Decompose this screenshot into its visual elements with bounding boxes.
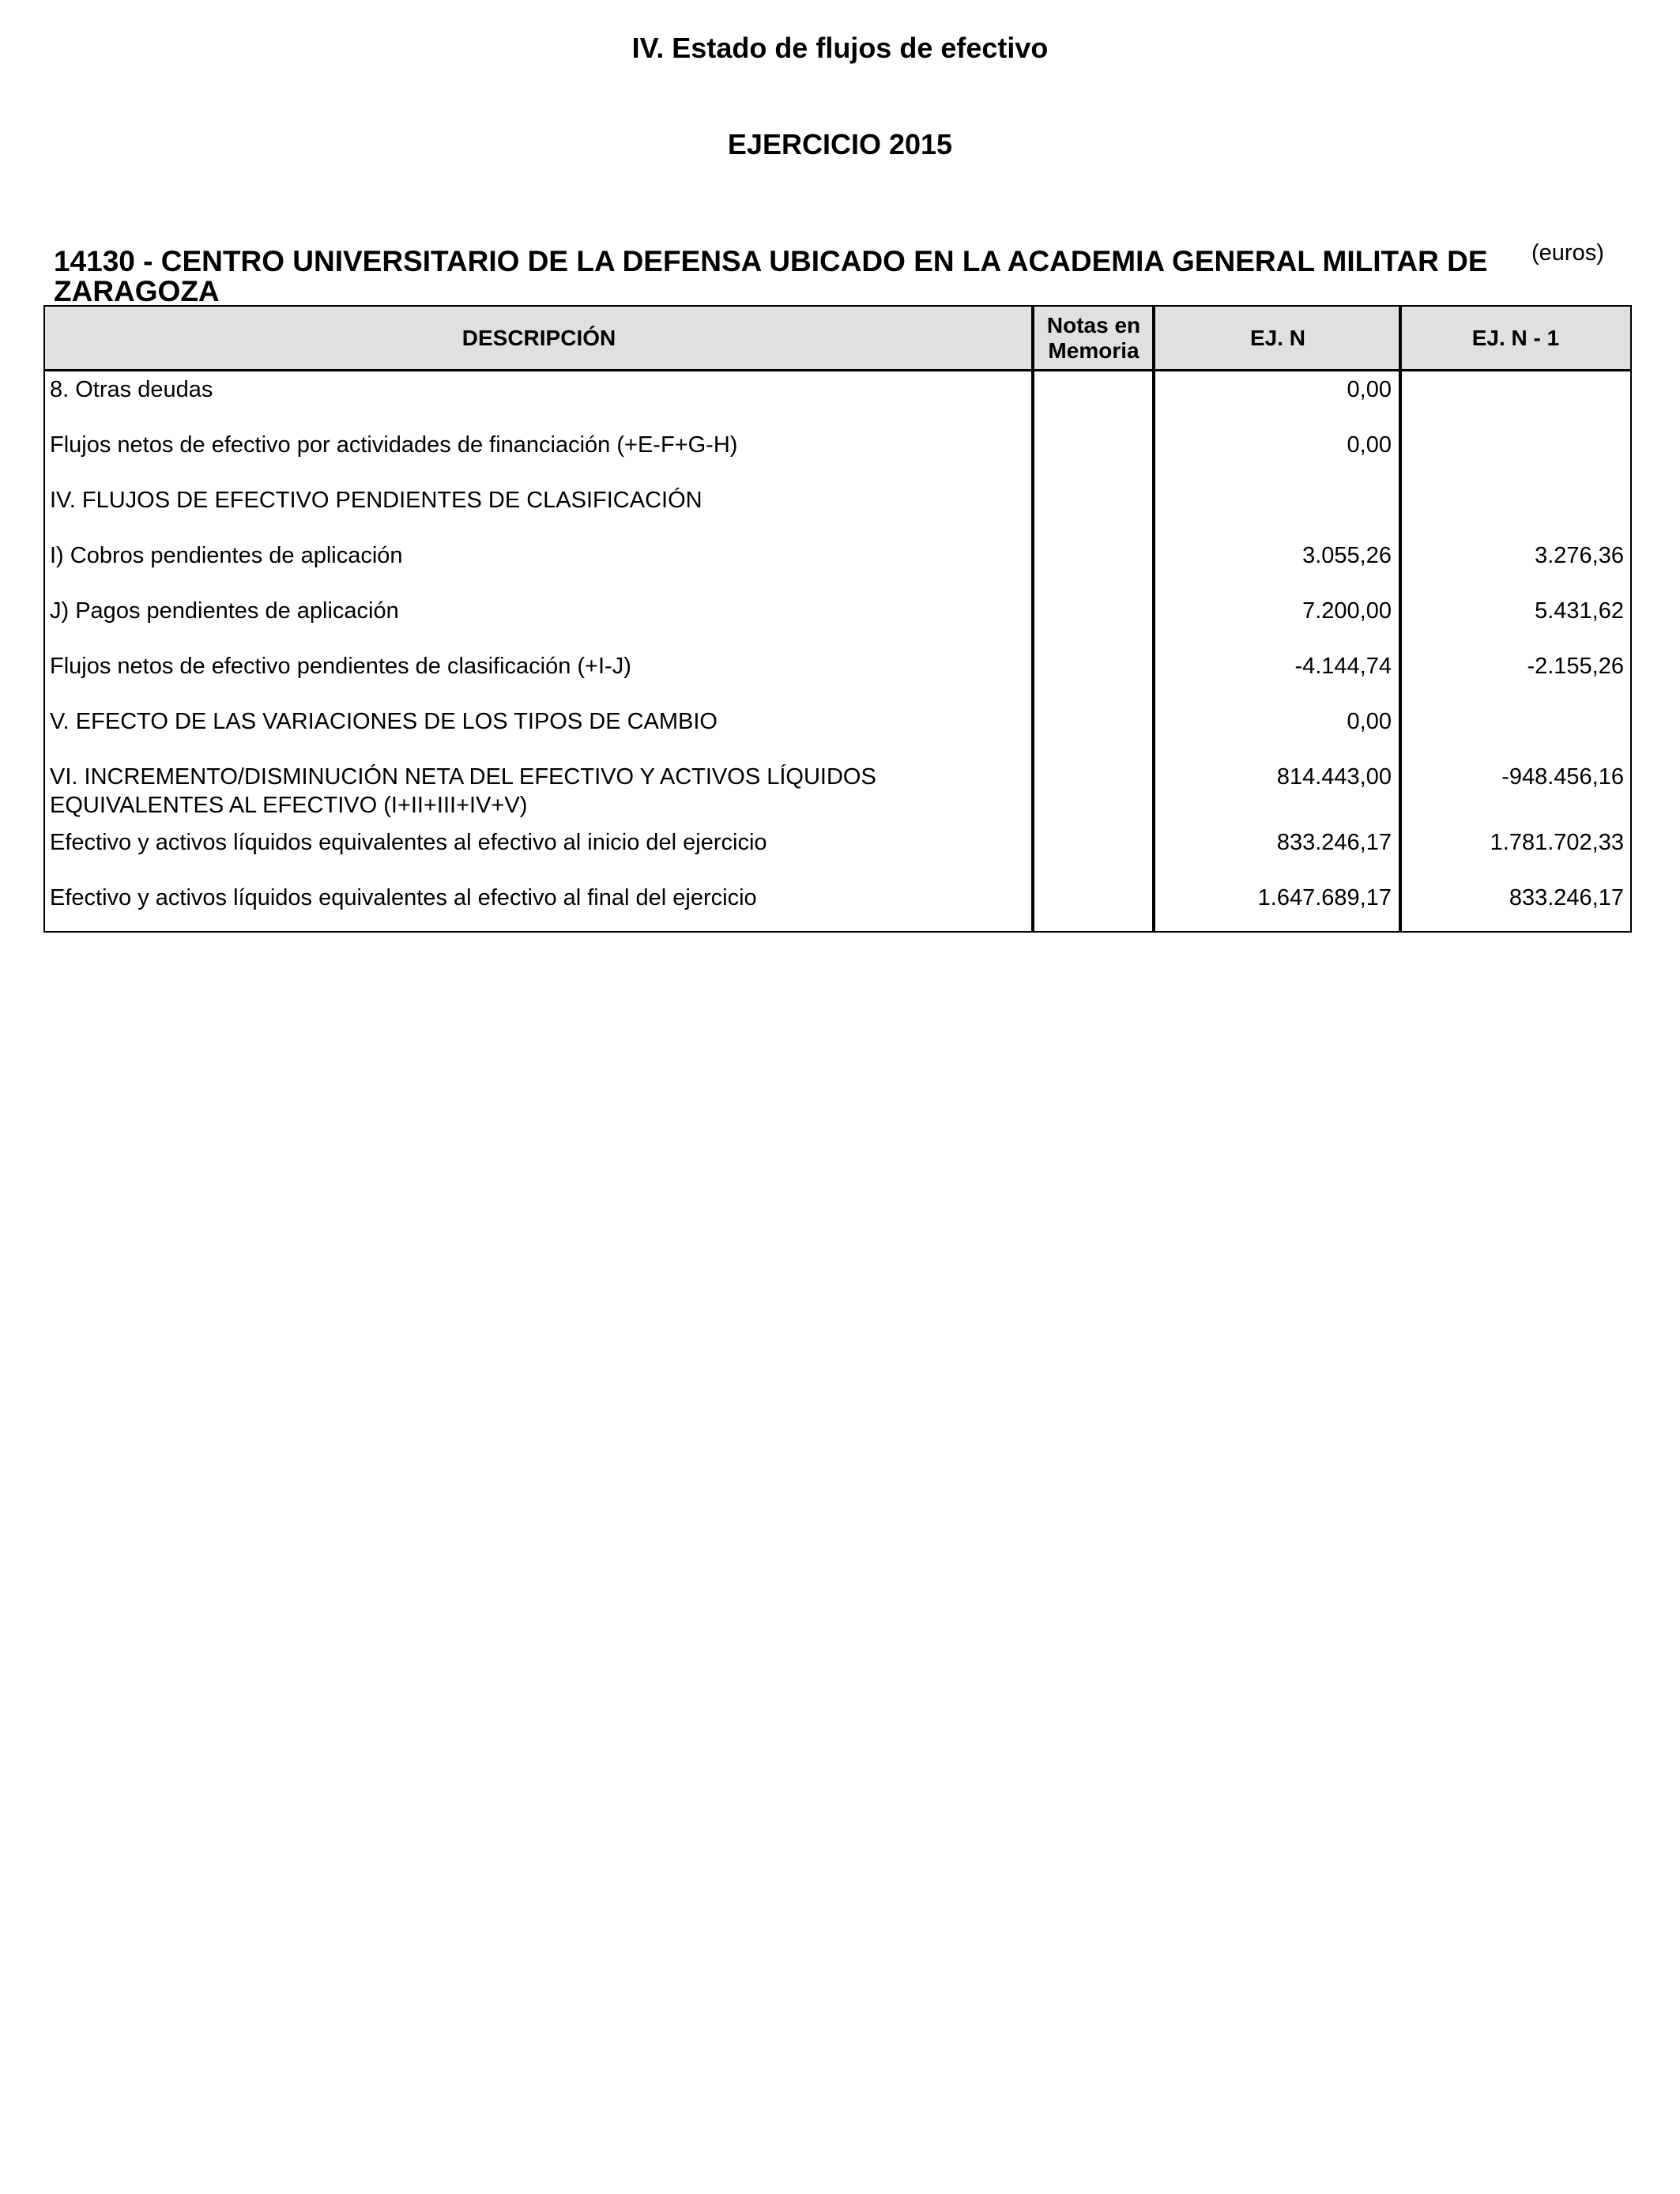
row-description: Flujos netos de efectivo por actividades de financiación (+E-F+G-H) bbox=[50, 432, 738, 458]
row-description: I) Cobros pendientes de aplicación bbox=[50, 543, 403, 568]
column-header-notes: Notas en Memoria bbox=[1046, 312, 1141, 363]
row-previous-value: -2.155,26 bbox=[1527, 654, 1624, 679]
row-current-value: 814.443,00 bbox=[1276, 764, 1392, 790]
row-description: Flujos netos de efectivo pendientes de clasificación (+I-J) bbox=[50, 654, 631, 679]
column-divider bbox=[1031, 307, 1034, 931]
row-description: V. EFECTO DE LAS VARIACIONES DE LOS TIPOS DE CAMBIO bbox=[50, 709, 718, 734]
cash-flow-table bbox=[43, 305, 1632, 933]
entity-heading: 14130 - CENTRO UNIVERSITARIO DE LA DEFENSA UBICADO EN LA ACADEMIA GENERAL MILITAR DE ZARAGOZA bbox=[54, 247, 1488, 305]
column-divider bbox=[1399, 307, 1402, 931]
row-description: IV. FLUJOS DE EFECTIVO PENDIENTES DE CLASIFICACIÓN bbox=[50, 488, 703, 513]
row-previous-value: 833.246,17 bbox=[1509, 885, 1624, 910]
row-description: VI. INCREMENTO/DISMINUCIÓN NETA DEL EFECTIVO Y ACTIVOS LÍQUIDOS EQUIVALENTES AL EFECTIVO (I+II+III+IV+V) bbox=[50, 764, 876, 818]
row-current-value: 1.647.689,17 bbox=[1257, 885, 1392, 910]
column-header-previous-year: EJ. N - 1 bbox=[1471, 325, 1560, 350]
column-header-current-year: EJ. N bbox=[1249, 325, 1306, 350]
row-previous-value: 1.781.702,33 bbox=[1490, 830, 1624, 855]
row-current-value: -4.144,74 bbox=[1294, 654, 1392, 679]
column-divider bbox=[1152, 307, 1155, 931]
table-header bbox=[45, 307, 1630, 371]
entity-heading-container bbox=[54, 247, 1516, 305]
row-previous-value: 3.276,36 bbox=[1535, 543, 1624, 568]
currency-units: (euros) bbox=[1531, 240, 1604, 266]
fiscal-year-heading: EJERCICIO 2015 bbox=[727, 128, 953, 160]
row-current-value: 7.200,00 bbox=[1302, 598, 1392, 624]
row-description: Efectivo y activos líquidos equivalentes al efectivo al final del ejercicio bbox=[50, 885, 757, 910]
row-previous-value: 5.431,62 bbox=[1535, 598, 1624, 624]
row-current-value: 0,00 bbox=[1347, 432, 1392, 458]
row-current-value: 0,00 bbox=[1347, 377, 1392, 402]
row-current-value: 833.246,17 bbox=[1276, 830, 1392, 855]
column-header-description: DESCRIPCIÓN bbox=[461, 325, 616, 350]
row-previous-value: -948.456,16 bbox=[1501, 764, 1624, 790]
row-current-value: 0,00 bbox=[1347, 709, 1392, 734]
row-description: J) Pagos pendientes de aplicación bbox=[50, 598, 399, 624]
row-description: Efectivo y activos líquidos equivalentes al efectivo al inicio del ejercicio bbox=[50, 830, 767, 855]
row-description: 8. Otras deudas bbox=[50, 377, 213, 402]
page-title: IV. Estado de flujos de efectivo bbox=[631, 32, 1049, 64]
row-current-value: 3.055,26 bbox=[1302, 543, 1392, 568]
